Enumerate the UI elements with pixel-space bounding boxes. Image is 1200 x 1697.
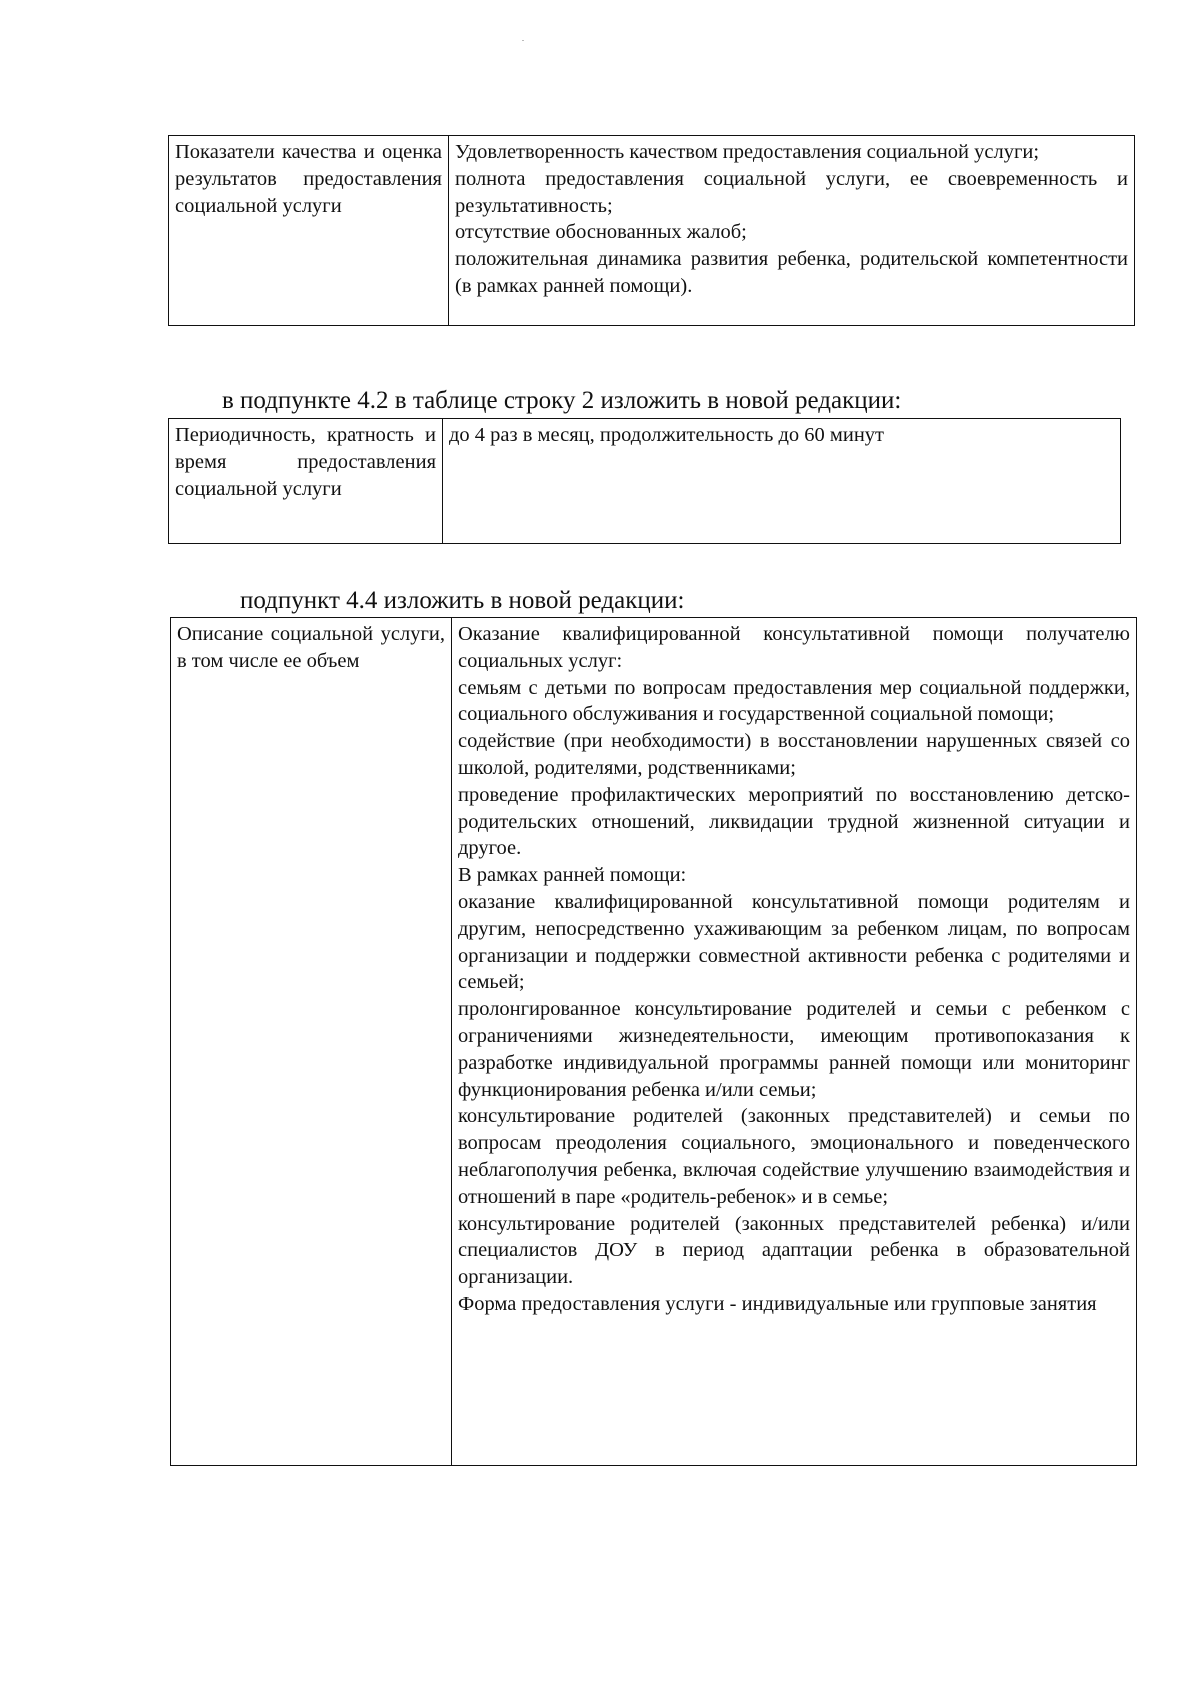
content-line: содействие (при необходимости) в восстановлении нарушенных связей со школой, родителями, родственниками;: [458, 730, 1130, 779]
periodicity-table: [168, 418, 1121, 544]
table-row: [169, 136, 1135, 326]
content-line: проведение профилактических мероприятий по восстановлению детско-родительских отношений, ликвидации трудной жизненной ситуации и другое.: [458, 783, 1130, 860]
row-content-cell: [443, 419, 1121, 544]
table-row: [169, 419, 1121, 544]
content-line: семьям с детьми по вопросам предоставления мер социальной поддержки, социального обслуживания и государственной социальной помощи;: [458, 676, 1130, 726]
row-label-cell: [169, 419, 443, 544]
row-label-cell: [169, 136, 449, 326]
content-line: полнота предоставления социальной услуги, ее своевременность и результативность;: [455, 167, 1128, 217]
content-line: консультирование родителей (законных представителей) и семьи по вопросам преодоления социального, эмоционального и поведенческого неблагополучия ребенка, включая содействие улучшению взаимодействия и отношений в паре «родитель-ребенок» и в семье;: [458, 1105, 1130, 1208]
content-line: В рамках ранней помощи:: [458, 864, 687, 887]
row-label: Показатели качества и оценка результатов предоставления социальной услуги: [175, 141, 442, 217]
section-heading: подпункт 4.4 изложить в новой редакции:: [240, 587, 685, 614]
row-content-cell: [452, 618, 1137, 1466]
content-line: Оказание квалифицированной консультативной помощи получателю социальных услуг:: [458, 623, 1130, 672]
content-line: оказание квалифицированной консультативной помощи родителям и другим, непосредственно ухаживающим за ребенком лицам, по вопросам организации и поддержки совместной активности ребенка с родителями и семьей;: [458, 890, 1130, 994]
content-line: Удовлетворенность качеством предоставления социальной услуги;: [455, 141, 1040, 163]
content-line: положительная динамика развития ребенка, родительской компетентности (в рамках ранней помощи).: [455, 248, 1128, 297]
row-label-cell: [171, 618, 452, 1466]
section-heading: в подпункте 4.2 в таблице строку 2 изложить в новой редакции:: [222, 387, 902, 414]
row-content-cell: [449, 136, 1135, 326]
row-content: до 4 раз в месяц, продолжительность до 60 минут: [449, 424, 884, 446]
service-description-table: [170, 617, 1137, 1466]
quality-indicators-table: [168, 135, 1135, 326]
content-line: Форма предоставления услуги - индивидуальные или групповые занятия: [458, 1292, 1097, 1315]
row-label: Периодичность, кратность и время предоставления социальной услуги: [175, 424, 436, 500]
table-row: [171, 618, 1137, 1466]
content-line: консультирование родителей (законных представителей ребенка) и/или специалистов ДОУ в период адаптации ребенка в образовательной организации.: [458, 1212, 1130, 1289]
content-line: пролонгированное консультирование родителей и семьи с ребенком с ограничениями жизнедеятельности, имеющим противопоказания к разработке индивидуальной программы ранней помощи или мониторинг функционирования ребенка и/или семьи;: [458, 998, 1130, 1101]
content-line: отсутствие обоснованных жалоб;: [455, 221, 747, 244]
row-label: Описание социальной услуги, в том числе ее объем: [177, 623, 445, 672]
scan-speck: [522, 40, 524, 41]
